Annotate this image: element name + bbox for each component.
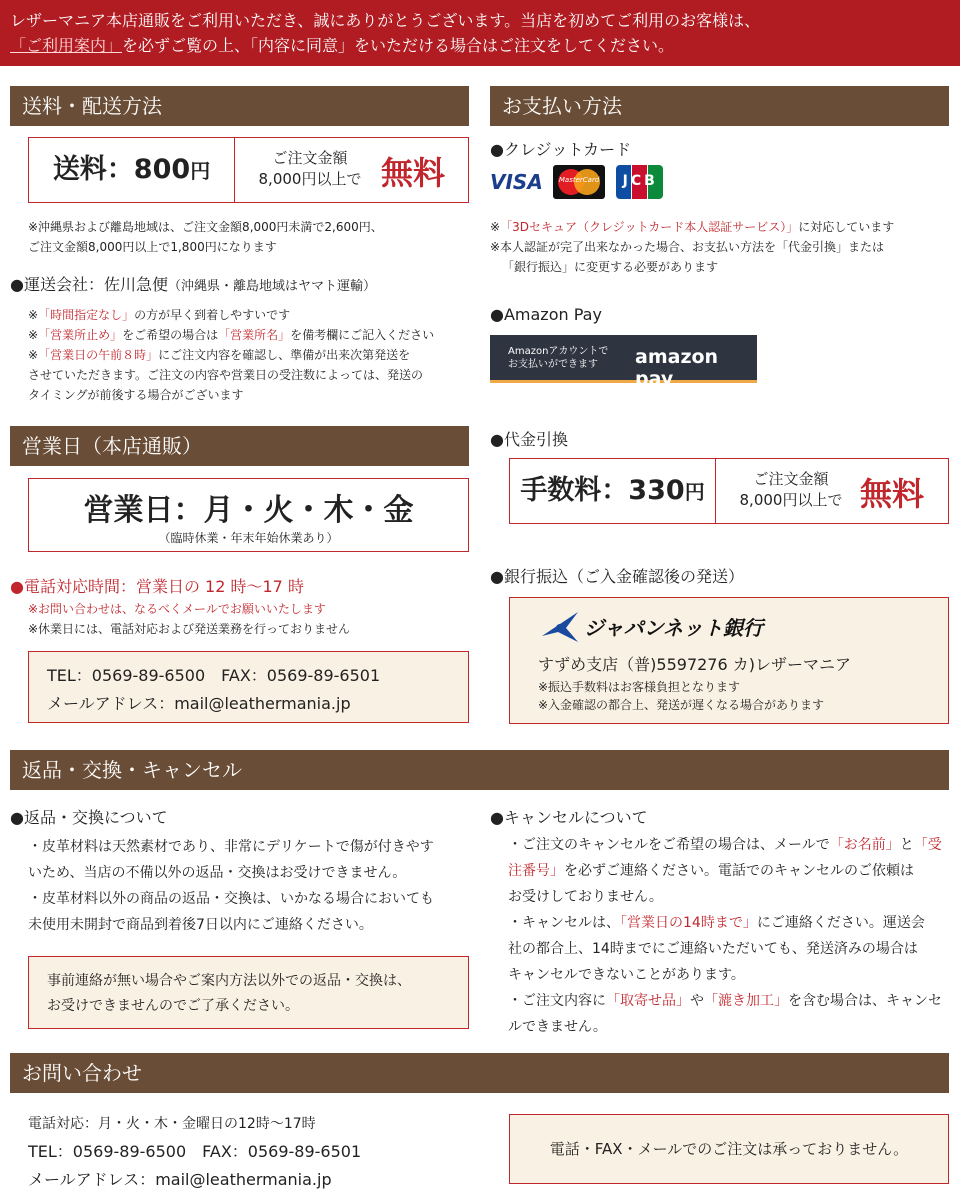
bank-title: ●銀行振込（ご入金確認後の発送）: [490, 567, 744, 586]
contact-mail[interactable]: メールアドレス：mail@leathermania.jp: [28, 1170, 332, 1189]
shipping-fee: 送料：800円: [29, 138, 235, 202]
contact-notice-box: 電話・FAX・メールでのご注文は承っておりません。: [509, 1114, 949, 1184]
phone-hours: ●電話対応時間：営業日の 12 時〜17 時: [10, 577, 304, 596]
bank-notes: ※振込手数料はお客様負担となります ※入金確認の都合上、発送が遅くなる場合があります: [538, 680, 825, 712]
business-days-note: （臨時休業・年末年始休業あり）: [158, 531, 339, 545]
amazon-pay-banner[interactable]: Amazonアカウントで お支払いができます amazon pay: [490, 335, 757, 383]
carrier-notes: ※「時間指定なし」の方が早く到着しやすいです ※「営業所止め」をご希望の場合は「営業所名」を備考欄にご記入ください ※「営業日の午前８時」にご注文内容を確認し、準備が出来次第発送を させていただきます。ご注文の内容や営業日の受注数によっては、発送の タイミングが前後する場合がございます: [28, 308, 435, 402]
business-days: 営業日：月・火・木・金: [83, 493, 414, 528]
carrier-title: ●運送会社：佐川急便（沖縄県・離島地域はヤマト運輸）: [10, 275, 376, 294]
shipping-header: 送料・配送方法: [10, 86, 469, 126]
jcb-logo: JCB: [616, 165, 664, 199]
cc-notes: ※「3Dセキュア（クレジットカード本人認証サービス）」に対応しています ※本人認証が完了出来なかった場合、お支払い方法を「代金引換」または 「銀行振込」に変更する必要があります: [490, 220, 895, 274]
bird-icon: [538, 606, 582, 646]
cc-title: ●クレジットカード: [490, 140, 632, 159]
business-days-box: [28, 478, 469, 552]
shipping-free: 無料: [381, 154, 446, 192]
returns-notice-box: 事前連絡が無い場合やご案内方法以外での返品・交換は、 お受けできませんのでご了承ください。: [28, 956, 469, 1029]
bank-logo: ジャパンネット銀行: [584, 616, 763, 640]
shipping-note: ※沖縄県および離島地域は、ご注文金額8,000円未満で2,600円、 ご注文金額8,000円以上で1,800円になります: [28, 220, 383, 254]
notice-line1: レザーマニア本店通販をご利用いただき、誠にありがとうございます。当店を初めてご利用のお客様は、: [10, 11, 761, 30]
cod-free: 無料: [860, 475, 925, 513]
amazon-title: ●Amazon Pay: [490, 305, 602, 324]
cc-logos: [490, 165, 664, 199]
cancel-body: ・ご注文のキャンセルをご希望の場合は、メールで「お名前」と「受 注番号」を必ずご連絡ください。電話でのキャンセルのご依頼は お受けしておりません。 ・キャンセルは、「営業日の14時まで」にご連絡ください。運送会 社の都合上、14時までにご連絡いただいても、発送済みの場合は キャンセルできないことがあります。 ・ご注文内容に「取寄せ品」や「漉き加工」を含む場合は、キャンセ ルできません。: [508, 837, 942, 1035]
amazon-pay-logo: amazon pay: [635, 346, 719, 390]
top-notice-bar: [0, 0, 960, 66]
visa-logo: VISA: [490, 170, 543, 194]
cod-fee: 手数料：330円: [510, 459, 716, 523]
tel-fax: TEL：0569-89-6500 FAX：0569-89-6501: [47, 666, 381, 685]
notice-line2: を必ずご覧の上、「内容に同意」をいただける場合はご注文をしてください。: [122, 36, 675, 55]
business-notes: ※お問い合わせは、なるべくメールでお願いいたします ※休業日には、電話対応および発送業務を行っておりません: [28, 602, 351, 636]
business-header: 営業日（本店通販）: [10, 426, 469, 466]
returns-title: ●返品・交換について: [10, 808, 168, 827]
cod-condition: ご注文金額 8,000円以上で: [739, 470, 843, 509]
returns-body: ・皮革材料は天然素材であり、非常にデリケートで傷が付きやす いため、当店の不備以外の返品・交換はお受けできません。 ・皮革材料以外の商品の返品・交換は、いかなる場合においても 未使用未開封で商品到着後7日以内にご連絡ください。: [28, 839, 434, 933]
contact-header: お問い合わせ: [10, 1053, 949, 1093]
returns-header: 返品・交換・キャンセル: [10, 750, 949, 790]
cod-title: ●代金引換: [490, 430, 568, 449]
contact-info: [28, 1110, 361, 1194]
cancel-title: ●キャンセルについて: [490, 808, 648, 827]
mail-address[interactable]: メールアドレス：mail@leathermania.jp: [47, 694, 351, 713]
cod-fee-box: [509, 458, 949, 524]
contact-tel-fax: TEL：0569-89-6500 FAX：0569-89-6501: [28, 1142, 362, 1161]
guide-link[interactable]: 「ご利用案内」: [10, 36, 123, 55]
bank-box: [509, 597, 949, 724]
shipping-condition: ご注文金額 8,000円以上で: [258, 149, 362, 188]
contact-hours: 電話対応：月・火・木・金曜日の12時〜17時: [28, 1116, 316, 1132]
mastercard-logo: MasterCard: [553, 165, 605, 199]
contact-info-box: [28, 651, 469, 723]
shipping-fee-box: [28, 137, 469, 203]
payment-header: お支払い方法: [490, 86, 949, 126]
bank-account: すずめ支店（普)5597276 カ)レザーマニア: [538, 655, 851, 674]
